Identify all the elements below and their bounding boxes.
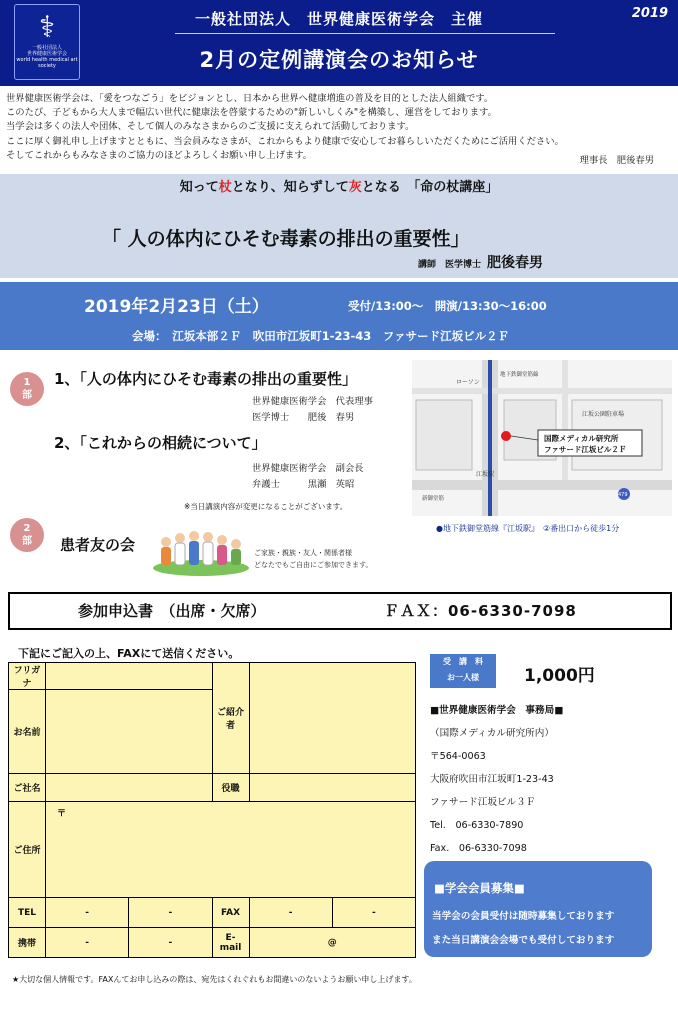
lecturer-role: 講師 医学博士 bbox=[418, 260, 482, 270]
company-field[interactable] bbox=[46, 774, 213, 802]
mobile-field-a[interactable] bbox=[46, 928, 129, 958]
tagline-part: となる 「命の杖講座」 bbox=[361, 180, 499, 195]
company-label: ご社名 bbox=[9, 774, 46, 802]
person-icon bbox=[175, 533, 185, 565]
membership-title: ■学会会員募集■ bbox=[434, 881, 525, 895]
year-label: 2019 bbox=[631, 6, 668, 21]
event-venue: 会場： 江坂本部２Ｆ 吹田市江坂町1-23-43 ファサード江坂ビル２Ｆ bbox=[132, 329, 510, 343]
address-label: ご住所 bbox=[9, 802, 46, 898]
tagline-highlight: 灰 bbox=[348, 180, 362, 195]
name-field[interactable] bbox=[46, 690, 213, 774]
tagline-part: 知って bbox=[179, 180, 219, 195]
fee-badge-line: 受 講 料 bbox=[443, 657, 483, 666]
person-icon bbox=[231, 539, 241, 565]
session1-title: 1、「人の体内にひそむ毒素の排出の重要性」 bbox=[54, 370, 357, 388]
map-callout-line1: 国際メディカル研究所 bbox=[544, 434, 619, 443]
privacy-footer: ★大切な個人情報です。FAXんてお申し込みの際は、宛先はくれぐれもお間違いのないようお願い申し上げます。 bbox=[12, 975, 417, 984]
mobile-label: 携帯 bbox=[9, 928, 46, 958]
header-divider bbox=[175, 33, 555, 34]
office-line: ファサード江坂ビル３Ｆ bbox=[430, 797, 536, 808]
access-map bbox=[412, 360, 672, 516]
intro-text bbox=[6, 92, 672, 163]
part2-note: どなたでもご自由にご参加できます。 bbox=[254, 561, 373, 569]
name-label: お名前 bbox=[9, 690, 46, 774]
furigana-field[interactable] bbox=[46, 663, 213, 690]
office-line: 〒564-0063 bbox=[430, 751, 486, 762]
person-icon bbox=[189, 531, 199, 565]
application-instruction: 下記にご記入の上、FAXにて送信ください。 bbox=[18, 647, 240, 660]
page-title: 2月の定例講演会のお知らせ bbox=[199, 48, 479, 72]
change-note: ※当日講演内容が変更になることがございます。 bbox=[184, 502, 348, 511]
map-label-route: 479 bbox=[618, 492, 628, 498]
introducer-field[interactable] bbox=[249, 663, 416, 774]
map-callout-line2: ファサード江坂ビル２Ｆ bbox=[544, 445, 627, 454]
position-field[interactable] bbox=[249, 774, 416, 802]
office-line: 大阪府吹田市江坂町1-23-43 bbox=[430, 774, 554, 785]
office-line: Fax. 06-6330-7098 bbox=[430, 843, 527, 854]
mobile-field-b[interactable] bbox=[129, 928, 212, 958]
tagline-highlight: 杖 bbox=[218, 180, 232, 195]
fax-label: FAX bbox=[212, 898, 249, 928]
session2-speaker-org: 世界健康医術学会 副会長 bbox=[252, 463, 364, 474]
dash: - bbox=[168, 937, 173, 948]
map-label-subway: 地下鉄御堂筋線 bbox=[500, 372, 539, 378]
address-field[interactable] bbox=[46, 802, 416, 898]
map-label-road: 新御堂筋 bbox=[422, 496, 445, 502]
tel-field-a[interactable] bbox=[46, 898, 129, 928]
part2-badge bbox=[10, 518, 44, 552]
intro-line: 世界健康医術学会は、「愛をつなごう」をビジョンとし、日本から世界へ健康増進の普及を目的とした法人組織です。 bbox=[6, 93, 494, 104]
badge-number: 2 bbox=[23, 523, 31, 534]
introducer-label: ご紹介者 bbox=[212, 663, 249, 774]
session1-speaker-org: 世界健康医術学会 代表理事 bbox=[252, 396, 373, 407]
dash: - bbox=[85, 907, 89, 918]
person-icon bbox=[203, 532, 213, 565]
badge-unit: 部 bbox=[22, 536, 32, 547]
intro-line: 当学会は多くの法人や団体、そして個人のみなさまからのご支援に支えられて活動しております。 bbox=[6, 121, 415, 133]
fax-field-b[interactable] bbox=[332, 898, 415, 928]
part1-badge bbox=[10, 372, 44, 406]
tel-field-b[interactable] bbox=[129, 898, 212, 928]
chairman-signature: 理事長 肥後春男 bbox=[579, 155, 654, 166]
dash: - bbox=[372, 907, 376, 918]
intro-line: このたび、子どもから大人まで幅広い世代に健康法を啓蒙するための"新しいしくみ"を構築し、運営をしております。 bbox=[6, 107, 497, 119]
application-title: 参加申込書 （出席・欠席） bbox=[78, 602, 266, 620]
part2-title: 患者友の会 bbox=[60, 536, 136, 554]
lecturer-name: 肥後春男 bbox=[487, 255, 544, 271]
fee-badge bbox=[430, 654, 496, 688]
membership-line: 当学会の会員受付は随時募集しております bbox=[432, 911, 615, 922]
session2-speaker-name: 弁護士 黒瀬 英昭 bbox=[252, 479, 355, 490]
caduceus-icon: ⚕ bbox=[38, 10, 56, 45]
person-icon bbox=[161, 537, 171, 565]
dash: - bbox=[168, 907, 173, 918]
dash: - bbox=[288, 907, 293, 918]
postal-mark: 〒 bbox=[57, 809, 67, 819]
badge-unit: 部 bbox=[22, 390, 32, 401]
map-label-lawson: ローソン bbox=[456, 379, 480, 386]
logo-text: 一般社団法人 世界健康医術学会 world health medical art society bbox=[16, 45, 78, 69]
fee-badge-line: お一人様 bbox=[447, 673, 479, 682]
lecturer bbox=[418, 252, 543, 272]
membership-line: また当日講演会会場でも受付しております bbox=[432, 935, 615, 946]
application-form bbox=[8, 662, 416, 958]
organizer-line: 一般社団法人 世界健康医術学会 主催 bbox=[194, 10, 483, 28]
map-caption: ●地下鉄御堂筋線『江坂駅』 ②番出口から徒歩1分 bbox=[436, 524, 620, 533]
tagline-part: となり、知らずして bbox=[231, 180, 349, 195]
group-people-illustration bbox=[152, 522, 250, 576]
map-label-parking: 江坂公園駐車場 bbox=[582, 411, 625, 418]
tel-label: TEL bbox=[9, 898, 46, 928]
email-field[interactable] bbox=[249, 928, 416, 958]
badge-number: 1 bbox=[23, 377, 31, 388]
part2-note: ご家族・親族・友人・関係者様 bbox=[254, 549, 352, 557]
intro-line: そしてこれからもみなさまのご協力のほどよろしくお願い申し上げます。 bbox=[6, 149, 313, 161]
dash: - bbox=[85, 937, 89, 948]
event-date: 2019年2月23日（土） bbox=[84, 297, 269, 317]
session1-speaker-name: 医学博士 肥後 春男 bbox=[252, 412, 355, 423]
position-label: 役職 bbox=[212, 774, 249, 802]
fax-field-a[interactable] bbox=[249, 898, 332, 928]
session2-title: 2、「これからの相続について」 bbox=[54, 434, 267, 452]
office-line: ■世界健康医術学会 事務局■ bbox=[430, 705, 564, 716]
location-pin-icon bbox=[501, 431, 511, 441]
fee-amount: 1,000円 bbox=[524, 666, 595, 686]
at-mark: @ bbox=[327, 937, 337, 948]
lecture-title: 「 人の体内にひそむ毒素の排出の重要性」 bbox=[102, 228, 470, 250]
office-line: Tel. 06-6330-7890 bbox=[430, 820, 524, 831]
person-icon bbox=[217, 535, 227, 565]
map-label-station: 江坂駅 bbox=[476, 471, 495, 478]
furigana-label: フリガナ bbox=[9, 663, 46, 690]
event-times: 受付/13:00～ 開演/13:30～16:00 bbox=[348, 299, 547, 313]
office-line: （国際メディカル研究所内） bbox=[430, 728, 554, 739]
intro-line: ここに厚く御礼申し上げますとともに、当会員みなさまが、これからもより健康で安心してお暮らしいただくためにご活用ください。 bbox=[6, 135, 564, 147]
application-fax: ＦＡＸ：06-6330-7098 bbox=[384, 602, 577, 620]
lecture-tagline bbox=[0, 176, 678, 195]
email-label: E-mail bbox=[212, 928, 249, 958]
